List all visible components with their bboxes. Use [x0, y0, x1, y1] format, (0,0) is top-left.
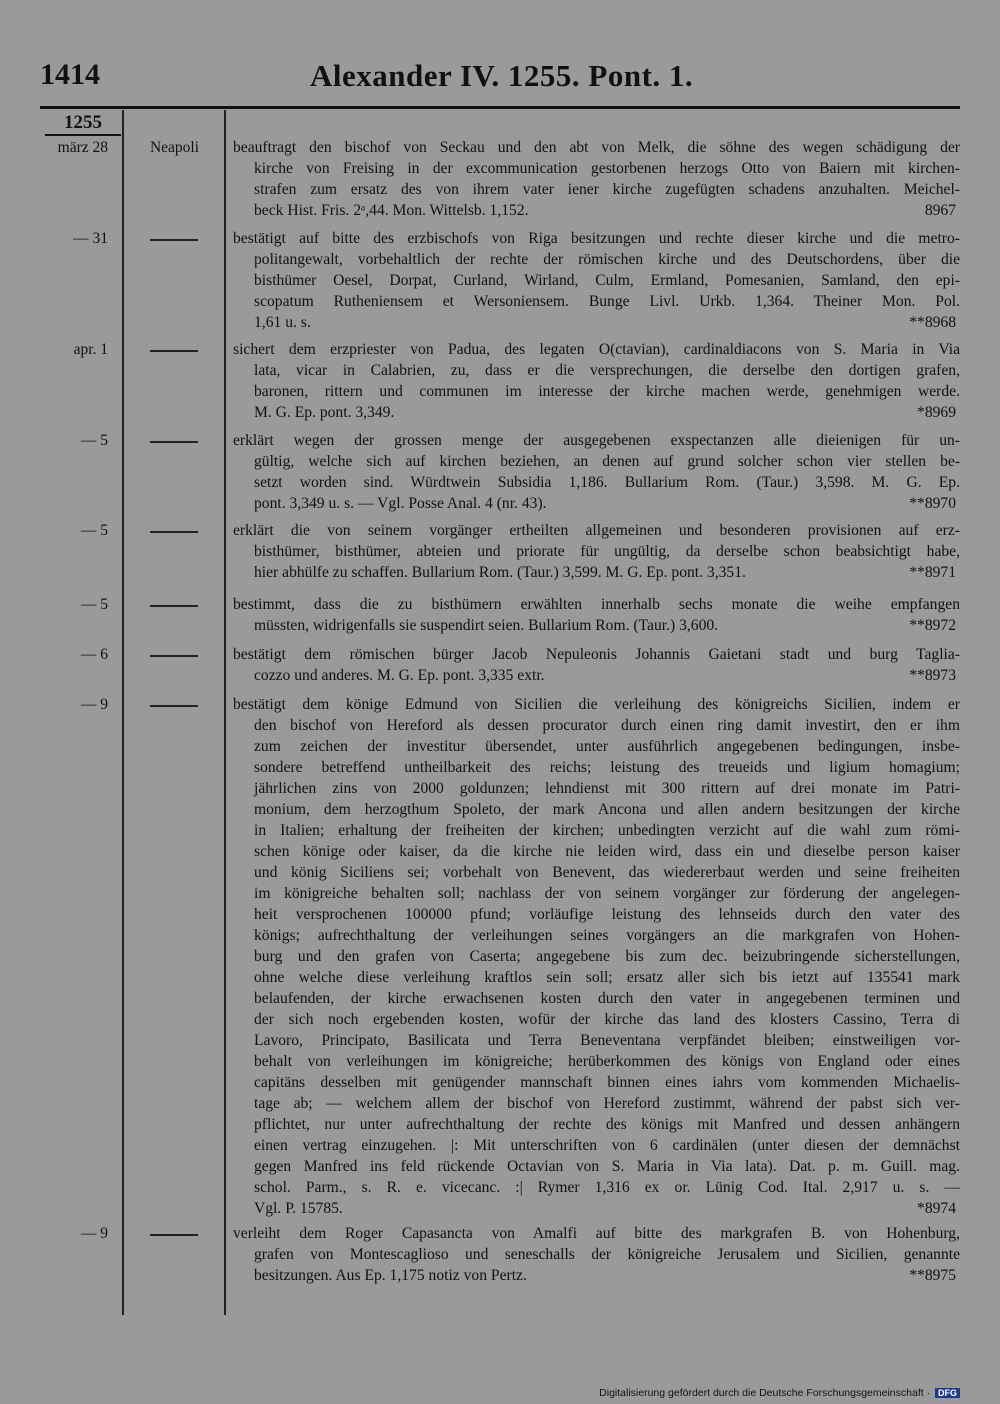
entry-number: **8975	[909, 1267, 956, 1284]
entry-place: Neapoli	[149, 139, 200, 156]
year-rule	[45, 134, 121, 136]
text-line-content: gültig, welche sich auf kirchen beziehen, an denen auf grund solcher schon vier stellen be-	[254, 453, 960, 470]
footer	[599, 1387, 960, 1399]
entry-text	[233, 137, 960, 221]
text-line	[233, 200, 960, 221]
entry-date: — 5	[80, 432, 108, 449]
entry-number: **8972	[909, 617, 956, 634]
place-ditto-dash	[150, 705, 198, 707]
text-line-content: belaufenden, der kirche erwachsenen kosten durch den vater in angegebenen terminen und	[254, 990, 960, 1007]
text-line	[233, 1030, 960, 1051]
place-ditto-dash	[150, 1234, 198, 1236]
text-line	[233, 841, 960, 862]
entry-date: — 9	[80, 1225, 108, 1242]
entry-date: — 9	[80, 696, 108, 713]
text-line	[233, 757, 960, 778]
footer-text: Digitalisierung gefördert durch die Deutsche Forschungsgemeinschaft ·	[599, 1387, 931, 1399]
text-line-content: grafen von Montescaglioso und seneschalls der königreiche Jerusalem und Sicilien, genannte	[254, 1246, 960, 1263]
text-line	[233, 339, 960, 360]
text-line	[233, 312, 960, 333]
text-line-content: kirche von Freising in der excommunication gestorbenen herzogs Otto von Baiern mit kirchen-	[254, 160, 960, 177]
text-line	[233, 883, 960, 904]
header-rule	[40, 106, 960, 109]
entry-date: — 5	[80, 522, 108, 539]
text-line-content: den bischof von Hereford als dessen procurator durch einen ring damit investirt, den er ihm	[254, 717, 960, 734]
text-line	[233, 1114, 960, 1135]
year-label: 1255	[64, 112, 102, 133]
entry-text	[233, 339, 960, 423]
text-line	[233, 799, 960, 820]
text-line-content: zum zeichen der investitur übersendet, unter ausführlich angegebenen bedingungen, insbe-	[254, 738, 960, 755]
text-line	[233, 493, 960, 514]
text-line	[233, 988, 960, 1009]
text-line	[233, 1177, 960, 1198]
text-line	[233, 904, 960, 925]
text-line	[233, 228, 960, 249]
text-line	[233, 381, 960, 402]
entry-number: 8967	[924, 202, 956, 219]
text-line-content: ohne welche diese verleihung kraftlos sein soll; ersatz aller sich bis ietzt auf 135541 mark	[254, 969, 960, 986]
text-line	[233, 1135, 960, 1156]
text-line-content: monium, dem herzogthum Spoleto, der mark Ancona und allen andern besitzungen der kirche	[254, 801, 960, 818]
text-line-content: pflichtet, nur unter aufrechthaltung der rechte des königs mit Manfred und dessen anhängern	[254, 1116, 960, 1133]
text-line	[233, 594, 960, 615]
text-line-content: beck Hist. Fris. 2ᵃ,44. Mon. Wittelsb. 1,152.	[254, 202, 529, 219]
text-line-content: gegen Manfred ins feld rückende Octavian von S. Maria in Via lata). Dat. p. m. Guill. mag.	[254, 1158, 960, 1175]
text-line-content: heit versprochenen 100000 pfund; vorläufige leistung des lehnseids durch den vater des	[254, 906, 960, 923]
text-line-content: strafen zum ersatz des von ihrem vater iener kirche zugefügten schadens anzuhalten. Meichel-	[254, 181, 960, 198]
text-line	[233, 862, 960, 883]
text-line-content: schen könige oder kaiser, da die kirche nie leiden wird, dass ein und dieselbe person kaiser	[254, 843, 960, 860]
text-line-content: verleiht dem Roger Capasancta von Amalfi auf bitte des markgrafen B. von Hohenburg,	[233, 1225, 960, 1242]
entry-date: — 5	[80, 596, 108, 613]
text-line-content: sondere betreffend untheilbarkeit des reichs; leistung des treueids und ligium homagium;	[254, 759, 960, 776]
text-line-content: sichert dem erzpriester von Padua, des legaten O(ctavian), cardinaldiacons von S. Maria in Via	[233, 341, 960, 358]
text-line	[233, 541, 960, 562]
text-line-content: einen vertrag einzugehen. |: Mit unterschriften von 6 cardinälen (unter diesen der demnächst	[254, 1137, 960, 1154]
text-line-content: pont. 3,349 u. s. — Vgl. Posse Anal. 4 (nr. 43).	[254, 495, 547, 512]
text-line	[233, 137, 960, 158]
text-line-content: erklärt wegen der grossen menge der ausgegebenen exspectanzen alle dieienigen für un-	[233, 432, 960, 449]
text-line	[233, 360, 960, 381]
text-line	[233, 562, 960, 583]
entry-date: märz 28	[57, 139, 108, 156]
text-line	[233, 520, 960, 541]
text-line	[233, 179, 960, 200]
text-line-content: hier abhülfe zu schaffen. Bullarium Rom. (Taur.) 3,599. M. G. Ep. pont. 3,351.	[254, 564, 746, 581]
text-line	[233, 1093, 960, 1114]
text-line-content: burg und den grafen von Caserta; angegebene bis zum dec. beizubringende sicherstellungen,	[254, 948, 960, 965]
entry-text	[233, 594, 960, 636]
text-line	[233, 736, 960, 757]
text-line	[233, 249, 960, 270]
text-line-content: cozzo und anderes. M. G. Ep. pont. 3,335 extr.	[254, 667, 545, 684]
text-line-content: Vgl. P. 15785.	[254, 1200, 343, 1217]
text-line-content: müssten, widrigenfalls sie suspendirt seien. Bullarium Rom. (Taur.) 3,600.	[254, 617, 719, 634]
place-ditto-dash	[150, 655, 198, 657]
text-line-content: scopatum Rutheniensem et Wersoniensem. Bunge Livl. Urkb. 1,364. Theiner Mon. Pol.	[254, 293, 960, 310]
page-header	[40, 58, 960, 98]
place-ditto-dash	[150, 531, 198, 533]
entry-number: *8974	[917, 1200, 956, 1217]
place-ditto-dash	[150, 239, 198, 241]
text-line-content: bisthümer Oesel, Dorpat, Curland, Wirland, Culm, Ermland, Pomesanien, Samland, den epi-	[254, 272, 960, 289]
text-line-content: capitäns desselben mit genügender mannschaft binnen eines iahrs vom kommenden Michaelis-	[254, 1074, 960, 1091]
text-line	[233, 1198, 960, 1219]
text-line-content: bestätigt dem könige Edmund von Sicilien die verleihung des königreichs Sicilien, indem er	[233, 696, 960, 713]
entry-date: — 6	[80, 646, 108, 663]
text-line-content: in Italien; erhaltung der freiheiten der kirchen; unbedingten verzicht auf die wahl zum römi-	[254, 822, 960, 839]
text-line-content: erklärt die von seinem vorgänger ertheilten allgemeinen und besonderen provisionen auf erz-	[233, 522, 960, 539]
text-line-content: besitzungen. Aus Ep. 1,175 notiz von Pertz.	[254, 1267, 527, 1284]
text-line-content: und könig Siciliens sei; vorbehalt von Benevent, das wiedererbaut werden und seine freiheiten	[254, 864, 960, 881]
text-line	[233, 778, 960, 799]
text-line	[233, 291, 960, 312]
dfg-logo: DFG	[935, 1388, 960, 1398]
entry-text	[233, 228, 960, 333]
text-line-content: schol. Parm., s. R. e. vicecanc. :| Rymer 1,316 ex or. Lünig Cod. Ital. 2,917 u. s. —	[254, 1179, 960, 1196]
text-line	[233, 1223, 960, 1244]
page-title: Alexander IV. 1255. Pont. 1.	[310, 58, 694, 93]
entry-number: **8971	[909, 564, 956, 581]
text-line	[233, 615, 960, 636]
text-line-content: bisthümer, bisthümer, abteien und priorate für ungültig, da derselbe schon beabsichtigt habe,	[254, 543, 960, 560]
text-line	[233, 1244, 960, 1265]
place-ditto-dash	[150, 605, 198, 607]
text-line	[233, 820, 960, 841]
text-line-content: jährlichen zins von 2000 goldunzen; lehndienst mit 300 rittern auf drei monate im Patri-	[254, 780, 960, 797]
column-divider-place	[224, 110, 226, 1315]
entry-text	[233, 430, 960, 514]
text-line-content: politangewalt, vorbehaltlich der rechte der römischen kirche und des Deutschordens, über die	[254, 251, 960, 268]
text-line	[233, 402, 960, 423]
text-line-content: Lavoro, Principato, Basilicata und Terra Beneventana verpfändet bleiben; einstweiligen vor-	[254, 1032, 960, 1049]
entry-text	[233, 694, 960, 1219]
text-line-content: behalt von verleihungen im königreiche; herüberkommen des königs von England oder eines	[254, 1053, 960, 1070]
text-line-content: bestätigt dem römischen bürger Jacob Nepuleonis Johannis Gaietani stadt und burg Taglia-	[233, 646, 960, 663]
place-ditto-dash	[150, 350, 198, 352]
text-line-content: bestätigt auf bitte des erzbischofs von Riga besitzungen und rechte dieser kirche und die metro-	[233, 230, 960, 247]
text-line	[233, 665, 960, 686]
place-ditto-dash	[150, 441, 198, 443]
text-line	[233, 158, 960, 179]
text-line	[233, 451, 960, 472]
entry-number: **8968	[909, 314, 956, 331]
text-line	[233, 1265, 960, 1286]
text-line	[233, 644, 960, 665]
text-line	[233, 1156, 960, 1177]
text-line-content: königs; aufrechthaltung der verleihungen seines vorgängers an die markgrafen von Hohen-	[254, 927, 960, 944]
column-divider-date	[122, 110, 124, 1315]
text-line-content: beauftragt den bischof von Seckau und den abt von Melk, die söhne des wegen schädigung der	[233, 139, 960, 156]
text-line	[233, 946, 960, 967]
text-line	[233, 270, 960, 291]
text-line-content: im königreiche behalten soll; nachlass der von seinem vorgänger zur förderung der angelegen-	[254, 885, 960, 902]
text-line	[233, 1009, 960, 1030]
entry-text	[233, 520, 960, 583]
text-line-content: 1,61 u. s.	[254, 314, 311, 331]
entry-number: *8969	[917, 404, 956, 421]
entry-text	[233, 1223, 960, 1286]
entry-number: **8973	[909, 667, 956, 684]
text-line-content: M. G. Ep. pont. 3,349.	[254, 404, 395, 421]
text-line	[233, 1072, 960, 1093]
text-line	[233, 715, 960, 736]
text-line	[233, 925, 960, 946]
text-line	[233, 430, 960, 451]
entry-number: **8970	[909, 495, 956, 512]
entry-date: — 31	[73, 230, 108, 247]
text-line-content: der sich noch ergebenden kosten, wofür der kirche das land des klosters Cassino, Terra di	[254, 1011, 960, 1028]
text-line-content: setzt worden sind. Würdtwein Subsidia 1,186. Bullarium Rom. (Taur.) 3,598. M. G. Ep.	[254, 474, 960, 491]
text-line	[233, 472, 960, 493]
entry-date: apr. 1	[73, 341, 108, 358]
text-line	[233, 694, 960, 715]
page-number: 1414	[40, 58, 100, 91]
text-line-content: bestimmt, dass die zu bisthümern erwählten innerhalb sechs monate die weihe empfangen	[233, 596, 960, 613]
text-line-content: baronen, rittern und communen im interesse der kirche machen werde, genehmigen werde.	[254, 383, 960, 400]
text-line-content: tage ab; — welchem allem der bischof von Hereford zustimmt, während der pabst sich ver-	[254, 1095, 960, 1112]
text-line	[233, 1051, 960, 1072]
text-line-content: lata, vicar in Calabrien, zu, dass er die versprechungen, die derselbe den dortigen grafen,	[254, 362, 960, 379]
text-line	[233, 967, 960, 988]
entry-text	[233, 644, 960, 686]
